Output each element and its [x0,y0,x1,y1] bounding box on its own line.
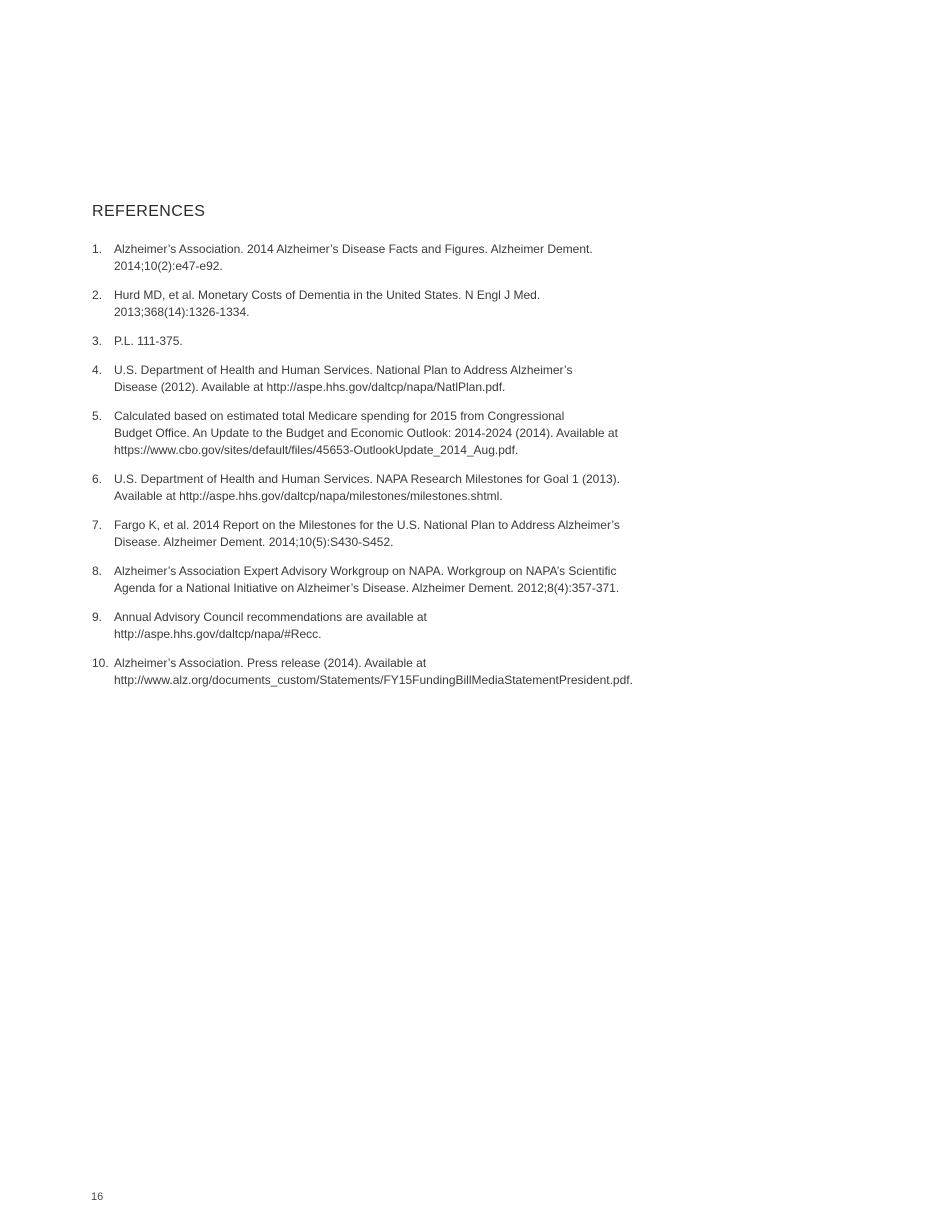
page-title: REFERENCES [92,203,206,220]
reference-item [92,333,712,350]
reference-text-line: U.S. Department of Health and Human Services. National Plan to Address Alzheimer’s [114,363,573,377]
reference-number: 4. [92,363,103,377]
reference-item [92,362,712,396]
reference-text-line: Hurd MD, et al. Monetary Costs of Dementia in the United States. N Engl J Med. [114,288,541,302]
reference-text-line: 2014;10(2):e47-e92. [114,259,223,273]
reference-number: 1. [92,242,103,256]
reference-number: 7. [92,518,103,532]
reference-text-line: Agenda for a National Initiative on Alzheimer’s Disease. Alzheimer Dement. 2012;8(4):357-371. [114,581,620,595]
reference-text-line: Disease. Alzheimer Dement. 2014;10(5):S430-S452. [114,535,394,549]
reference-item [92,655,712,689]
reference-text-line: Annual Advisory Council recommendations are available at [114,610,427,624]
reference-text-line: http://aspe.hhs.gov/daltcp/napa/#Recc. [114,627,322,641]
reference-text-line: Budget Office. An Update to the Budget and Economic Outlook: 2014-2024 (2014). Available at [114,426,618,440]
reference-text-line: Alzheimer’s Association Expert Advisory Workgroup on NAPA. Workgroup on NAPA’s Scientific [114,564,617,578]
reference-item [92,471,712,505]
reference-item [92,517,712,551]
reference-list [92,241,712,701]
reference-number: 3. [92,334,103,348]
reference-text-line: Disease (2012). Available at http://aspe.hhs.gov/daltcp/napa/NatlPlan.pdf. [114,380,506,394]
page-number: 16 [91,1191,104,1203]
reference-text-line: Calculated based on estimated total Medicare spending for 2015 from Congressional [114,409,565,423]
reference-number: 9. [92,610,103,624]
reference-number: 10. [92,656,109,670]
reference-text-line: P.L. 111-375. [114,334,183,348]
reference-number: 8. [92,564,103,578]
reference-text-line: Available at http://aspe.hhs.gov/daltcp/napa/milestones/milestones.shtml. [114,489,503,503]
reference-item [92,609,712,643]
reference-text-line: https://www.cbo.gov/sites/default/files/45653-OutlookUpdate_2014_Aug.pdf. [114,443,519,457]
reference-number: 6. [92,472,103,486]
reference-number: 5. [92,409,103,423]
reference-text-line: Fargo K, et al. 2014 Report on the Milestones for the U.S. National Plan to Address Alzheimer’s [114,518,620,532]
reference-item [92,563,712,597]
reference-text-line: http://www.alz.org/documents_custom/Statements/FY15FundingBillMediaStatementPresident.pdf. [114,673,633,687]
reference-text-line: Alzheimer’s Association. 2014 Alzheimer’s Disease Facts and Figures. Alzheimer Dement. [114,242,593,256]
reference-text-line: U.S. Department of Health and Human Services. NAPA Research Milestones for Goal 1 (2013). [114,472,621,486]
reference-item [92,408,712,459]
reference-text-line: Alzheimer’s Association. Press release (2014). Available at [114,656,427,670]
reference-item [92,287,712,321]
reference-text-line: 2013;368(14):1326-1334. [114,305,250,319]
reference-number: 2. [92,288,103,302]
reference-item [92,241,712,275]
